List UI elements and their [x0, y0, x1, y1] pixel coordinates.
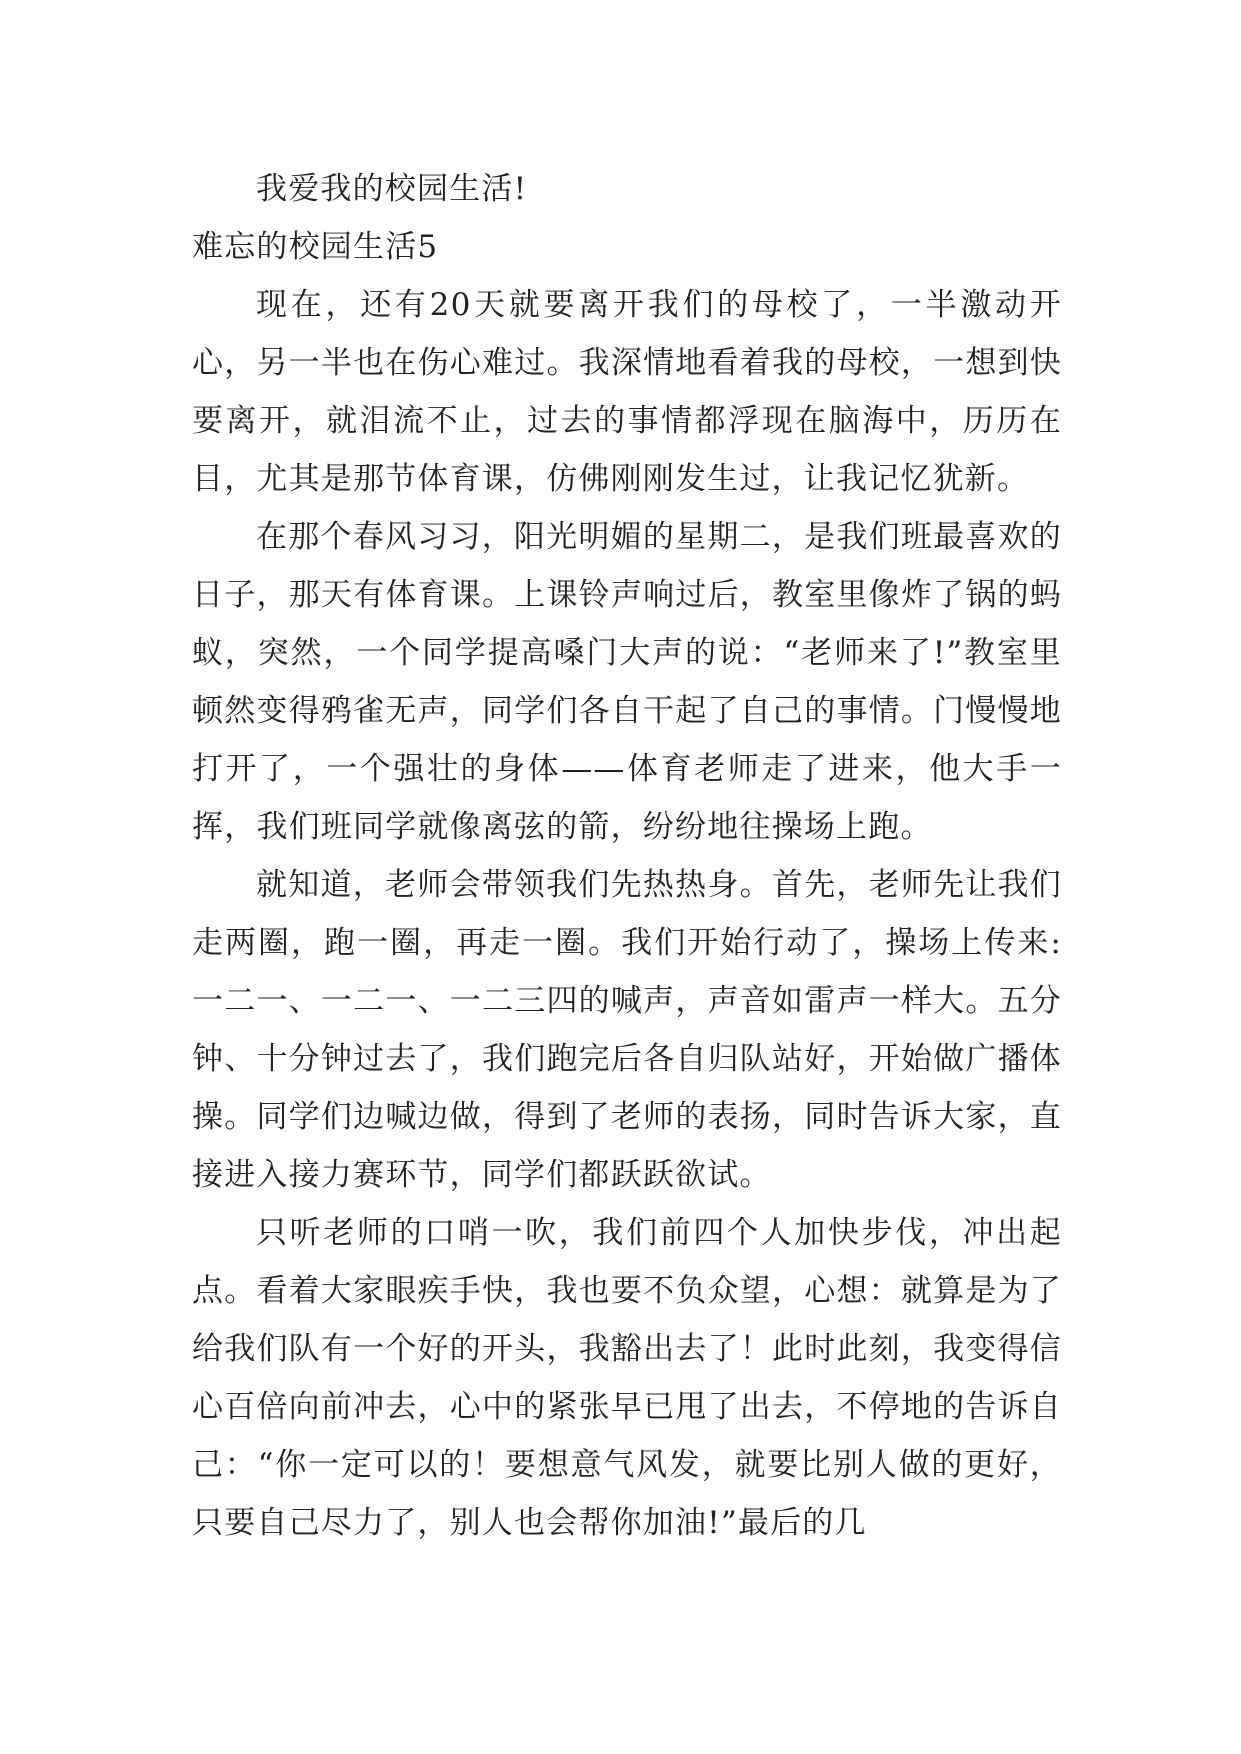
paragraph: 就知道，老师会带领我们先热热身。首先，老师先让我们走两圈，跑一圈，再走一圈。我们开始行动了，操场上传来:一二一、一二一、一二三四的喊声，声音如雷声一样大。五分钟、十分钟过去了，我们跑完后各自归队站好，开始做广播体操。同学们边喊边做，得到了老师的表扬，同时告诉大家，直接进入接力赛环节，同学们都跃跃欲试。	[192, 867, 1062, 1193]
paragraph: 只听老师的口哨一吹，我们前四个人加快步伐，冲出起点。看着大家眼疾手快，我也要不负众望，心想：就算是为了给我们队有一个好的开头，我豁出去了！此时此刻，我变得信心百倍向前冲去，心中的紧张早已甩了出去，不停地的告诉自己：“你一定可以的！要想意气风发，就要比别人做的更好，只要自己尽力了，别人也会帮你加油!”最后的几	[192, 1215, 1062, 1541]
paragraph-closing-line: 我爱我的校园生活!	[256, 171, 528, 207]
paragraph: 现在，还有20天就要离开我们的母校了，一半激动开心，另一半也在伤心难过。我深情地看着我的母校，一想到快要离开，就泪流不止，过去的事情都浮现在脑海中，历历在目，尤其是那节体育课，仿佛刚刚发生过，让我记忆犹新。	[192, 287, 1062, 497]
document-body	[192, 160, 1062, 1552]
section-heading: 难忘的校园生活5	[192, 229, 439, 265]
paragraph: 在那个春风习习，阳光明媚的星期二，是我们班最喜欢的日子，那天有体育课。上课铃声响过后，教室里像炸了锅的蚂蚁，突然，一个同学提高嗓门大声的说：“老师来了!”教室里顿然变得鸦雀无声，同学们各自干起了自己的事情。门慢慢地打开了，一个强壮的身体——体育老师走了进来，他大手一挥，我们班同学就像离弦的箭，纷纷地往操场上跑。	[192, 519, 1062, 845]
